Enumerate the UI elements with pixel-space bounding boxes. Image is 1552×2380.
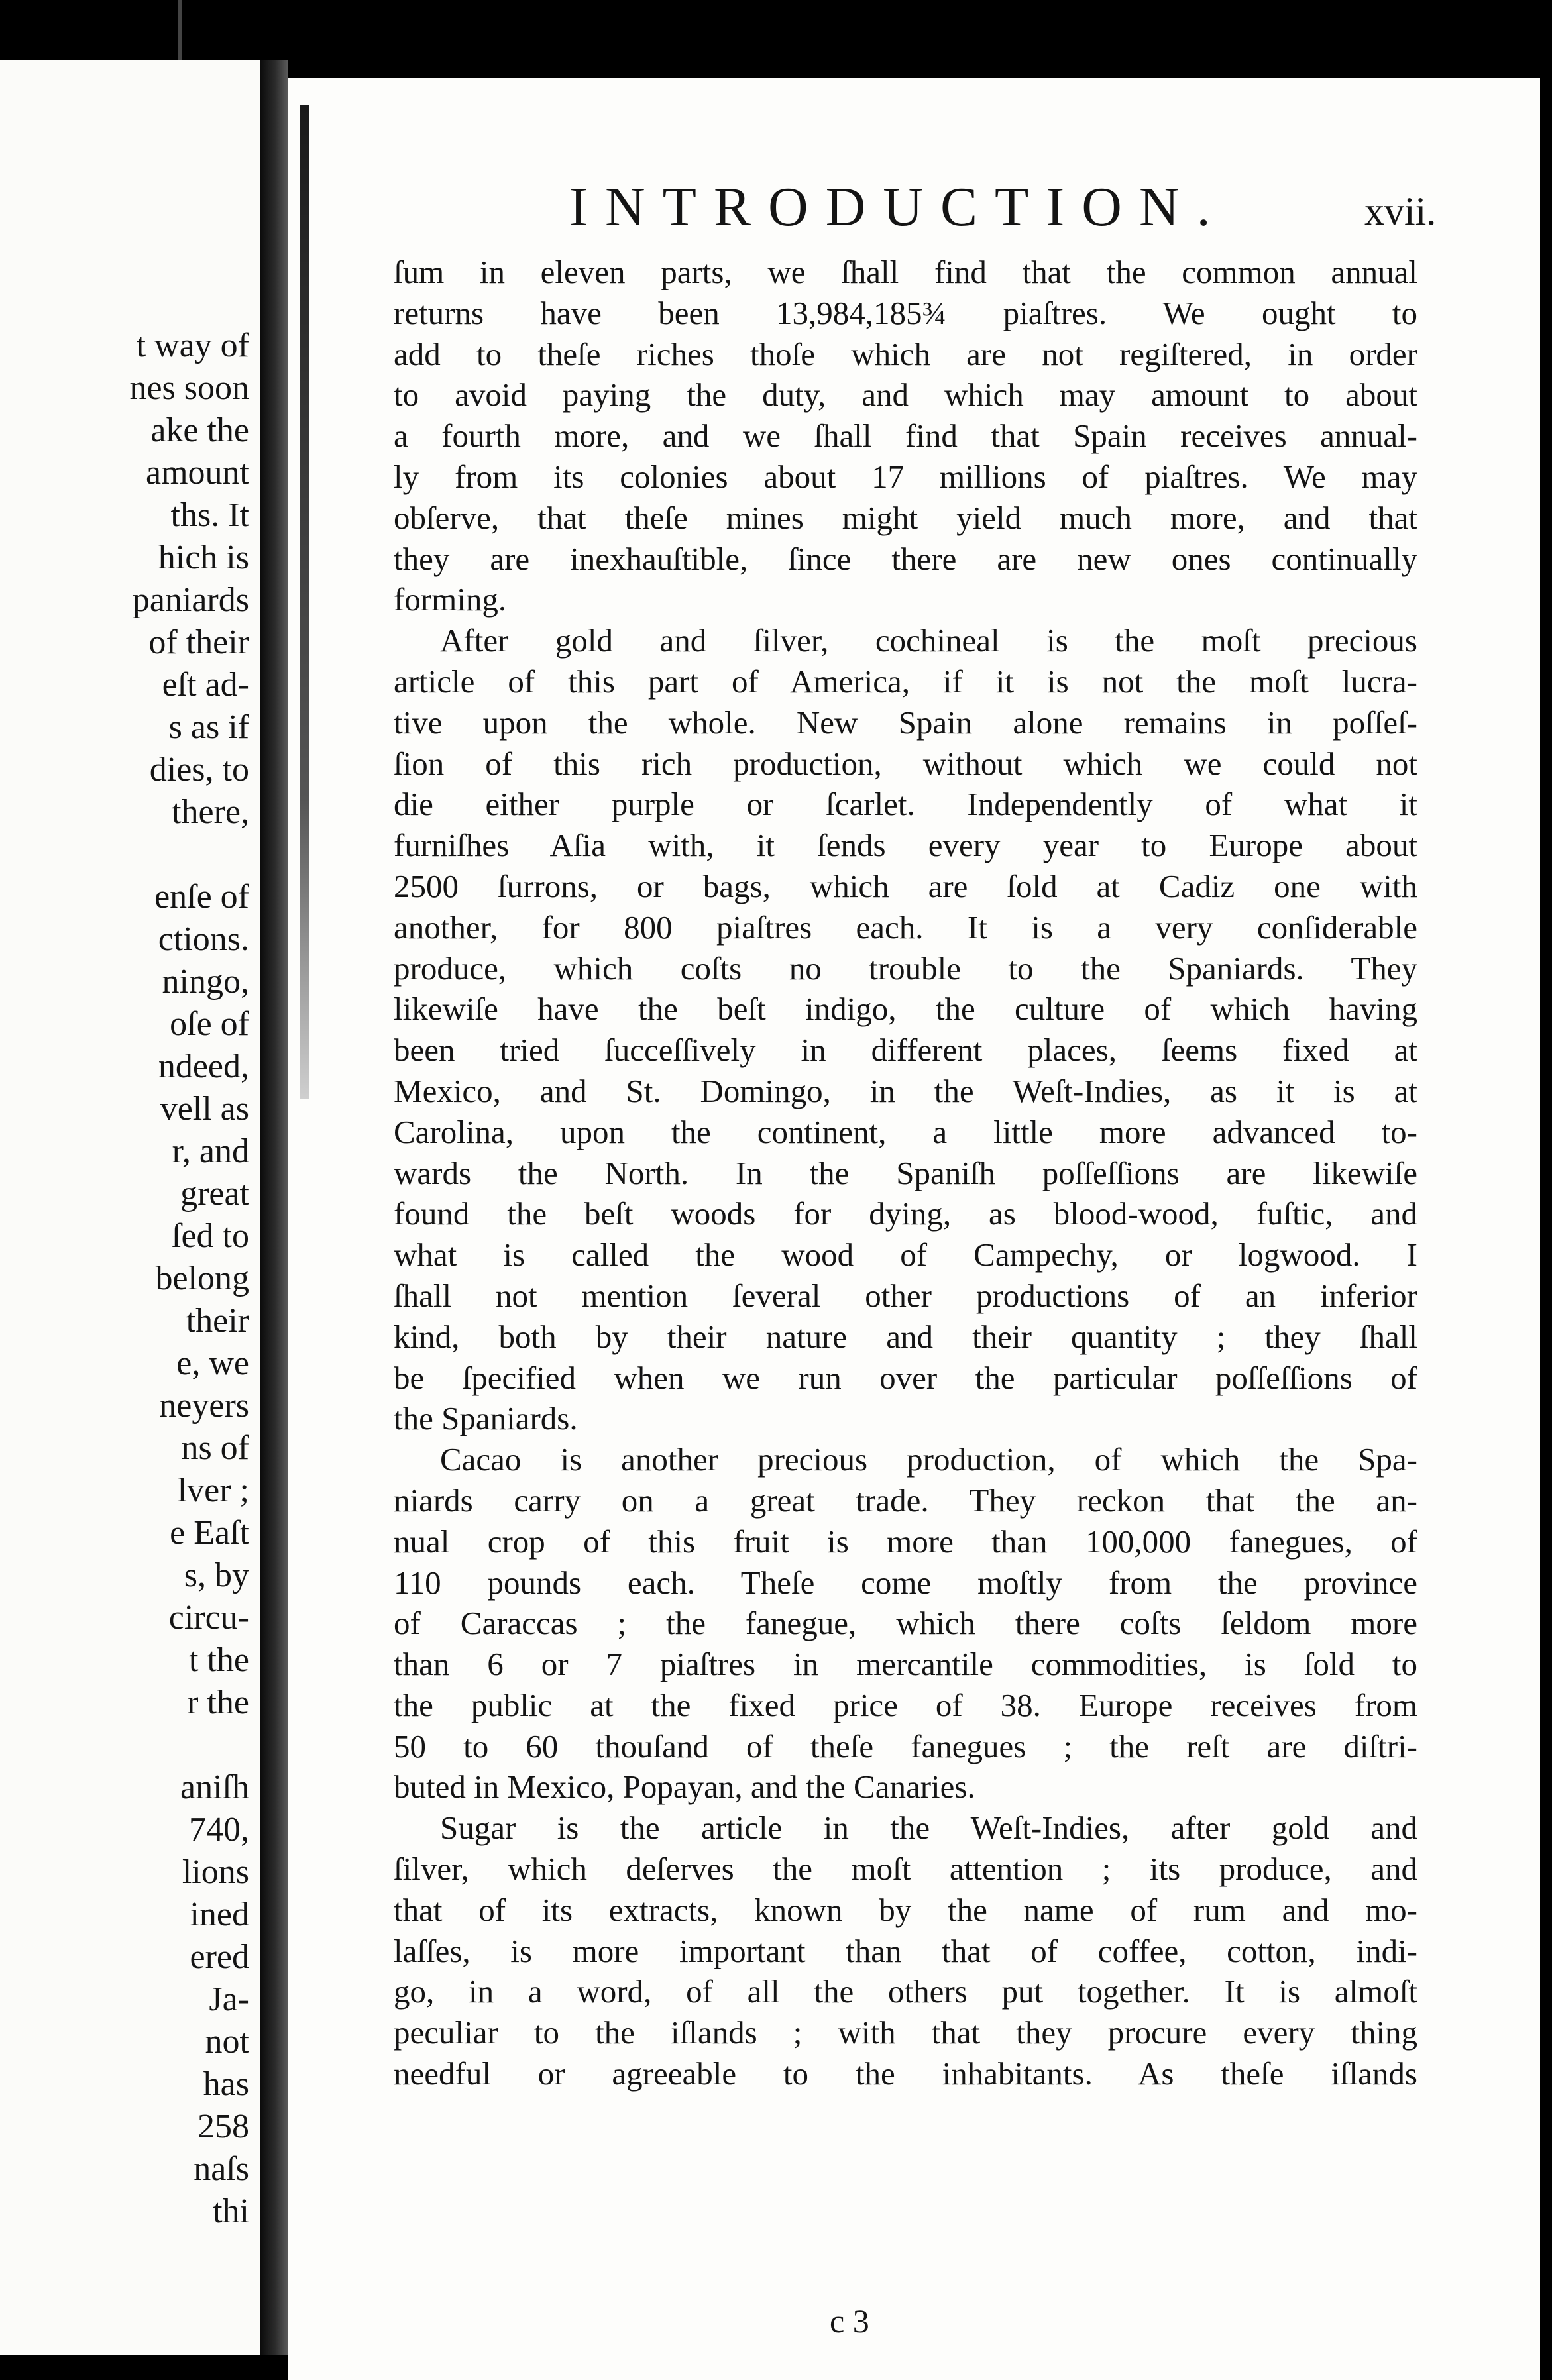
text-line: than 6 or 7 piaſtres in mercantile commodities, is ſold to: [394, 1646, 1417, 1683]
left-page-line: ningo,: [162, 963, 249, 1001]
signature-mark: c 3: [830, 2302, 869, 2340]
text-line: ſhall not mention ſeveral other productions of an inferior: [394, 1277, 1417, 1314]
page-number: xvii.: [1364, 189, 1437, 233]
text-line: produce, which coſts no trouble to the Spaniards. They: [394, 949, 1417, 987]
left-page-line: s, by: [184, 1556, 249, 1594]
left-page-line: 740,: [189, 1811, 249, 1849]
text-line: peculiar to the iſlands ; with that they procure every thing: [394, 2014, 1417, 2051]
left-page-line: aniſh: [180, 1768, 249, 1806]
text-line: the Spaniards.: [394, 1400, 578, 1437]
left-page-line: paniards: [132, 581, 249, 619]
left-page-line: naſs: [194, 2150, 249, 2188]
text-line: 110 pounds each. Theſe come moſtly from the province: [394, 1564, 1417, 1601]
paragraph: [394, 1439, 1417, 1808]
text-line: to avoid paying the duty, and which may amount to about: [394, 376, 1417, 413]
text-line: add to theſe riches thoſe which are not regiſtered, in order: [394, 335, 1417, 372]
text-line: that of its extracts, known by the name of rum and mo-: [394, 1891, 1417, 1928]
text-line: kind, both by their nature and their quantity ; they ſhall: [394, 1318, 1417, 1355]
text-line: returns have been 13,984,185¾ piaſtres. We ought to: [394, 294, 1417, 331]
left-page-line: circu-: [168, 1599, 249, 1637]
left-page-line: lver ;: [177, 1472, 249, 1509]
left-page-line: ndeed,: [158, 1048, 249, 1085]
text-line: needful or agreeable to the inhabitants. As theſe iſlands: [394, 2055, 1417, 2092]
text-line: obſerve, that theſe mines might yield much more, and that: [394, 499, 1417, 536]
text-line: ly from its colonies about 17 millions of piaſtres. We may: [394, 458, 1417, 495]
text-line: a fourth more, and we ſhall find that Spain receives annual-: [394, 417, 1417, 455]
left-page-line: eſt ad-: [162, 666, 249, 704]
gutter-shadow: [260, 60, 288, 2355]
left-page-line: great: [180, 1175, 249, 1213]
paragraph: [394, 620, 1417, 1439]
left-page-line: s as if: [168, 708, 249, 746]
text-line: wards the North. In the Spaniſh poſſeſſions are likewiſe: [394, 1154, 1417, 1191]
left-page-line: [0, 834, 260, 876]
left-page-line: 258: [197, 2108, 249, 2145]
running-head: [288, 171, 1540, 244]
left-page-line: ined: [190, 1896, 249, 1933]
left-page-line: ake the: [150, 411, 249, 449]
left-page-line: ered: [190, 1938, 249, 1976]
binding-tick: [178, 0, 182, 60]
left-page-line: t the: [189, 1641, 249, 1679]
text-line: Cacao is another precious production, of which the Spa-: [440, 1441, 1417, 1478]
text-line: laſſes, is more important than that of coffee, cotton, indi-: [394, 1932, 1417, 1969]
text-line: ſilver, which deſerves the moſt attention ; its produce, and: [394, 1851, 1417, 1888]
left-page-line: their: [186, 1302, 249, 1340]
left-page-text: [0, 325, 260, 2233]
left-page-line: e, we: [176, 1344, 249, 1382]
paragraph: [394, 252, 1417, 620]
left-page-line: belong: [155, 1260, 249, 1297]
body-text: [394, 252, 1417, 2094]
left-page-line: e Eaſt: [170, 1514, 249, 1552]
left-page-line: dies, to: [149, 751, 249, 788]
left-page-line: ns of: [181, 1429, 249, 1467]
text-line: the public at the fixed price of 38. Europe receives from: [394, 1686, 1417, 1723]
left-page-line: has: [203, 2065, 249, 2103]
running-title: INTRODUCTION.: [569, 176, 1228, 238]
text-line: Carolina, upon the continent, a little more advanced to-: [394, 1113, 1417, 1150]
text-line: niards carry on a great trade. They reckon that the an-: [394, 1482, 1417, 1519]
left-page-line: vell as: [160, 1090, 249, 1128]
binding-edge: [300, 105, 309, 1099]
text-line: of Caraccas ; the fanegue, which there coſts ſeldom more: [394, 1605, 1417, 1642]
left-page-line: [0, 1724, 260, 1766]
text-line: been tried ſucceſſively in different places, ſeems fixed at: [394, 1032, 1417, 1069]
left-page-fragment: [0, 60, 260, 2355]
text-line: Mexico, and St. Domingo, in the Weſt-Indies, as it is at: [394, 1072, 1417, 1109]
text-line: likewiſe have the beſt indigo, the culture of which having: [394, 991, 1417, 1028]
text-line: ſum in eleven parts, we ſhall find that the common annual: [394, 254, 1417, 290]
right-page: [288, 78, 1540, 2380]
left-page-line: there,: [172, 793, 249, 831]
left-page-line: ctions.: [158, 920, 249, 958]
left-page-line: r, and: [172, 1132, 249, 1170]
text-line: another, for 800 piaſtres each. It is a very conſiderable: [394, 908, 1417, 946]
text-line: be ſpecified when we run over the particular poſſeſſions of: [394, 1359, 1417, 1396]
text-line: Sugar is the article in the Weſt-Indies, after gold and: [440, 1810, 1417, 1847]
left-page-line: of their: [148, 623, 249, 661]
left-page-line: hich is: [158, 539, 249, 576]
left-page-line: t way of: [136, 327, 249, 364]
text-line: nual crop of this fruit is more than 100,000 fanegues, of: [394, 1523, 1417, 1560]
left-page-line: ſed to: [172, 1217, 249, 1255]
left-page-line: enſe of: [154, 878, 249, 916]
left-page-line: lions: [182, 1853, 249, 1891]
left-page-line: amount: [146, 454, 249, 492]
text-line: After gold and ſilver, cochineal is the moſt precious: [440, 622, 1417, 659]
text-line: 50 to 60 thouſand of theſe fanegues ; the reſt are diſtri-: [394, 1727, 1417, 1764]
paragraph: [394, 1808, 1417, 2094]
text-line: they are inexhauſtible, ſince there are new ones continually: [394, 540, 1417, 577]
text-line: tive upon the whole. New Spain alone remains in poſſeſ-: [394, 704, 1417, 741]
left-page-line: not: [205, 2023, 249, 2061]
left-page-line: oſe of: [170, 1005, 249, 1043]
text-line: go, in a word, of all the others put together. It is almoſt: [394, 1973, 1417, 2010]
text-line: die either purple or ſcarlet. Independently of what it: [394, 786, 1417, 823]
text-line: forming.: [394, 581, 507, 618]
text-line: what is called the wood of Campechy, or logwood. I: [394, 1236, 1417, 1273]
text-line: article of this part of America, if it is not the moſt lucra-: [394, 663, 1417, 700]
text-line: ſion of this rich production, without which we could not: [394, 745, 1417, 782]
left-page-line: thi: [213, 2192, 249, 2230]
left-page-line: Ja-: [209, 1980, 249, 2018]
text-line: buted in Mexico, Popayan, and the Canaries.: [394, 1768, 975, 1806]
left-page-line: ths. It: [170, 496, 249, 534]
text-line: found the beſt woods for dying, as blood-wood, fuſtic, and: [394, 1195, 1417, 1232]
text-line: furniſhes Aſia with, it ſends every year to Europe about: [394, 827, 1417, 864]
left-page-line: nes soon: [129, 369, 249, 407]
left-page-line: neyers: [159, 1387, 249, 1425]
left-page-line: r the: [187, 1684, 249, 1721]
text-line: 2500 ſurrons, or bags, which are ſold at Cadiz one with: [394, 867, 1417, 904]
